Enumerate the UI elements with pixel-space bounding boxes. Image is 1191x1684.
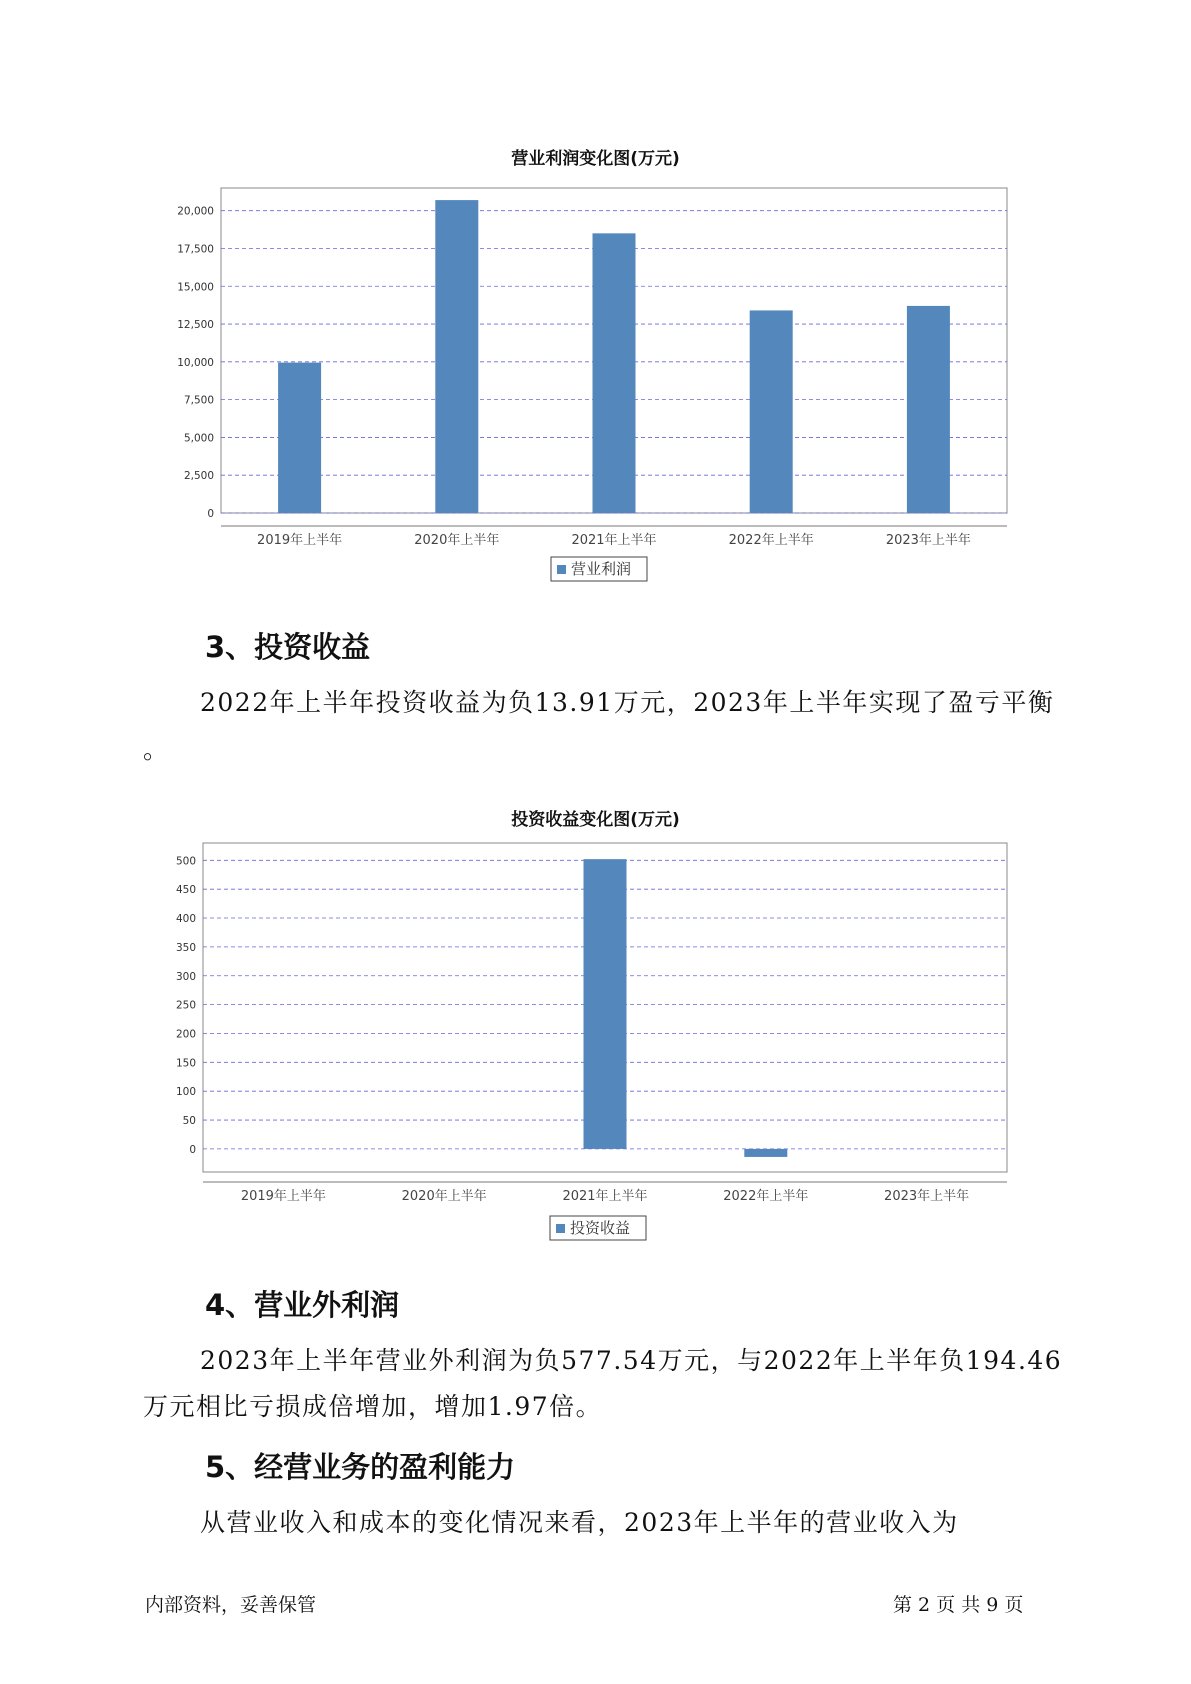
section-5-paragraph-line1: 从营业收入和成本的变化情况来看，2023年上半年的营业收入为 (200, 1508, 959, 1537)
x-tick-label: 2019年上半年 (257, 533, 343, 548)
section-5-title: 5、经营业务的盈利能力 (205, 1450, 516, 1484)
y-tick-label: 450 (175, 884, 196, 897)
section-3-title: 3、投资收益 (205, 630, 371, 664)
y-tick-label: 350 (175, 941, 196, 954)
y-tick-label: 10,000 (177, 356, 214, 369)
y-tick-label: 250 (175, 999, 196, 1012)
y-tick-label: 300 (175, 970, 196, 983)
x-tick-label: 2019年上半年 (240, 1189, 326, 1204)
section-3-paragraph-line1: 2022年上半年投资收益为负13.91万元，2023年上半年实现了盈亏平衡 (200, 688, 1055, 717)
y-tick-label: 12,500 (177, 319, 214, 332)
y-tick-label: 100 (175, 1086, 196, 1099)
x-tick-label: 2021年上半年 (562, 1189, 648, 1204)
y-tick-label: 20,000 (177, 205, 214, 218)
y-tick-label: 0 (189, 1143, 196, 1156)
x-tick-label: 2023年上半年 (884, 1189, 970, 1204)
footer-right: 第 2 页 共 9 页 (893, 1594, 1024, 1616)
chart1-title: 营业利润变化图(万元) (511, 149, 680, 169)
section-4-title: 4、营业外利润 (205, 1288, 400, 1322)
footer-left: 内部资料，妥善保管 (145, 1594, 317, 1616)
x-tick-label: 2020年上半年 (414, 533, 500, 548)
legend-label: 投资收益 (570, 1219, 631, 1237)
y-tick-label: 50 (182, 1115, 196, 1128)
x-tick-label: 2021年上半年 (571, 533, 657, 548)
section-4-paragraph-line1: 2023年上半年营业外利润为负577.54万元，与2022年上半年负194.46 (200, 1346, 1063, 1375)
bar (584, 859, 627, 1149)
y-tick-label: 0 (207, 508, 214, 520)
legend-label: 营业利润 (571, 560, 632, 578)
section-3-paragraph-line2: 。 (143, 735, 170, 764)
y-tick-label: 500 (175, 855, 196, 868)
y-tick-label: 15,000 (177, 281, 214, 294)
x-tick-label: 2022年上半年 (723, 1189, 809, 1204)
y-tick-label: 17,500 (177, 243, 214, 256)
x-tick-label: 2022年上半年 (728, 533, 814, 548)
legend-swatch (556, 1224, 565, 1233)
chart2-title: 投资收益变化图(万元) (511, 810, 680, 830)
y-tick-label: 150 (175, 1057, 196, 1070)
y-tick-label: 400 (175, 913, 196, 926)
y-tick-label: 7,500 (183, 394, 214, 407)
x-tick-label: 2023年上半年 (885, 533, 971, 548)
y-tick-label: 2,500 (183, 470, 214, 483)
x-tick-label: 2020年上半年 (401, 1189, 487, 1204)
section-4-paragraph-line2: 万元相比亏损成倍增加，增加1.97倍。 (143, 1392, 603, 1421)
y-tick-label: 5,000 (183, 432, 214, 445)
y-tick-label: 200 (175, 1028, 196, 1041)
bar (744, 1149, 787, 1157)
